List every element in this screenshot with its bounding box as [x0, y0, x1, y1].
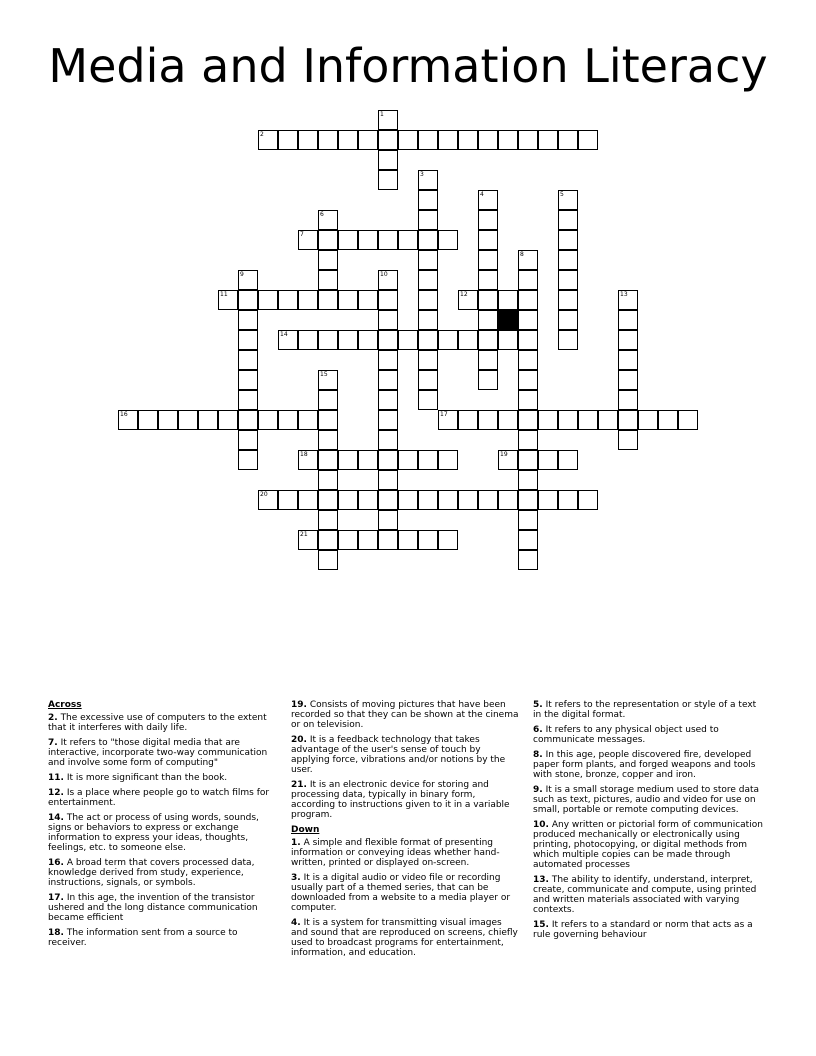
cell-number: 21 — [300, 531, 308, 538]
grid-cell[interactable] — [518, 370, 538, 390]
clue-number: 11. — [48, 773, 64, 783]
clue-number: 5. — [533, 700, 543, 710]
grid-cell[interactable] — [618, 370, 638, 390]
grid-cell[interactable] — [298, 230, 318, 250]
grid-cell[interactable] — [418, 350, 438, 370]
clue-item — [291, 873, 521, 913]
grid-cell[interactable] — [578, 490, 598, 510]
clue-column-1 — [48, 700, 278, 953]
clue-text: Consists of moving pictures that have been recorded so that they can be shown at the cinema or on television. — [291, 700, 519, 730]
grid-cell[interactable] — [358, 330, 378, 350]
grid-cell[interactable] — [438, 330, 458, 350]
grid-cell[interactable] — [358, 530, 378, 550]
grid-cell[interactable] — [338, 490, 358, 510]
grid-cell[interactable] — [558, 330, 578, 350]
grid-cell[interactable] — [258, 290, 278, 310]
grid-cell[interactable] — [658, 410, 678, 430]
grid-cell[interactable] — [218, 410, 238, 430]
grid-cell[interactable] — [518, 490, 538, 510]
grid-cell[interactable] — [458, 130, 478, 150]
clue-number: 18. — [48, 928, 64, 938]
grid-cell[interactable] — [378, 150, 398, 170]
grid-cell[interactable] — [618, 290, 638, 310]
grid-cell[interactable] — [398, 530, 418, 550]
clue-number: 8. — [533, 750, 543, 760]
cell-number: 7 — [300, 231, 304, 238]
grid-cell[interactable] — [518, 470, 538, 490]
clue-item — [533, 785, 763, 815]
clue-number: 20. — [291, 735, 307, 745]
grid-cell[interactable] — [498, 130, 518, 150]
grid-cell[interactable] — [238, 330, 258, 350]
grid-cell[interactable] — [358, 230, 378, 250]
grid-cell[interactable] — [378, 430, 398, 450]
cell-number: 20 — [260, 491, 268, 498]
clue-item — [291, 700, 521, 730]
grid-cell[interactable] — [518, 550, 538, 570]
grid-cell[interactable] — [238, 350, 258, 370]
across-heading: Across — [48, 700, 82, 710]
clue-text: It is a system for transmitting visual images and sound that are reproduced on screens, chiefly used to broadcast programs for entertainment, information, and education. — [291, 918, 518, 958]
grid-cell[interactable] — [558, 310, 578, 330]
clue-number: 13. — [533, 875, 549, 885]
clue-column-3 — [533, 700, 763, 945]
grid-cell[interactable] — [338, 230, 358, 250]
clue-number: 3. — [291, 873, 301, 883]
grid-cell[interactable] — [258, 410, 278, 430]
clue-text: In this age, people discovered fire, developed paper form plants, and forged weapons and tools with stone, bronze, copper and iron. — [533, 750, 756, 780]
grid-cell[interactable] — [618, 310, 638, 330]
grid-cell[interactable] — [378, 270, 398, 290]
grid-cell[interactable] — [318, 390, 338, 410]
cell-number: 9 — [240, 271, 244, 278]
grid-cell[interactable] — [178, 410, 198, 430]
grid-cell[interactable] — [318, 470, 338, 490]
grid-cell[interactable] — [298, 450, 318, 470]
grid-cell[interactable] — [418, 170, 438, 190]
clue-text: It is an electronic device for storing and processing data, typically in binary form, according to instructions given to it in a variable program. — [291, 780, 510, 820]
grid-cell[interactable] — [278, 290, 298, 310]
grid-cell[interactable] — [258, 490, 278, 510]
grid-cell[interactable] — [418, 270, 438, 290]
cell-number: 12 — [460, 291, 468, 298]
clue-number: 21. — [291, 780, 307, 790]
grid-cell[interactable] — [358, 450, 378, 470]
grid-cell[interactable] — [418, 450, 438, 470]
down-heading: Down — [291, 825, 320, 835]
grid-cell[interactable] — [218, 290, 238, 310]
grid-cell[interactable] — [498, 450, 518, 470]
grid-cell[interactable] — [538, 130, 558, 150]
grid-cell[interactable] — [378, 490, 398, 510]
grid-cell[interactable] — [318, 410, 338, 430]
clue-text: The information sent from a source to receiver. — [48, 928, 238, 948]
grid-cell[interactable] — [518, 430, 538, 450]
cell-number: 11 — [220, 291, 228, 298]
grid-cell[interactable] — [478, 330, 498, 350]
grid-cell[interactable] — [378, 330, 398, 350]
clue-number: 1. — [291, 838, 301, 848]
grid-cell[interactable] — [378, 170, 398, 190]
grid-cell[interactable] — [438, 450, 458, 470]
grid-cell[interactable] — [138, 410, 158, 430]
grid-cell[interactable] — [378, 290, 398, 310]
grid-cell[interactable] — [418, 130, 438, 150]
clue-text: Is a place where people go to watch films for entertainment. — [48, 788, 270, 808]
cell-number: 5 — [560, 191, 564, 198]
grid-cell[interactable] — [558, 490, 578, 510]
grid-cell[interactable] — [378, 230, 398, 250]
grid-cell[interactable] — [278, 130, 298, 150]
grid-cell[interactable] — [418, 190, 438, 210]
grid-cell[interactable] — [338, 330, 358, 350]
grid-cell[interactable] — [398, 330, 418, 350]
grid-cell[interactable] — [418, 250, 438, 270]
cell-number: 15 — [320, 371, 328, 378]
grid-cell[interactable] — [438, 410, 458, 430]
grid-cell[interactable] — [238, 290, 258, 310]
grid-cell[interactable] — [318, 510, 338, 530]
clue-item — [291, 918, 521, 958]
grid-cell[interactable] — [498, 410, 518, 430]
grid-cell[interactable] — [478, 230, 498, 250]
clue-text: The excessive use of computers to the extent that it interferes with daily life. — [48, 713, 267, 733]
grid-cell[interactable] — [558, 270, 578, 290]
grid-cell[interactable] — [518, 450, 538, 470]
clue-item — [48, 773, 278, 783]
grid-cell[interactable] — [558, 210, 578, 230]
grid-cell[interactable] — [458, 330, 478, 350]
grid-cell[interactable] — [478, 310, 498, 330]
grid-cell[interactable] — [518, 510, 538, 530]
clue-number: 19. — [291, 700, 307, 710]
grid-cell[interactable] — [238, 310, 258, 330]
grid-cell[interactable] — [558, 410, 578, 430]
grid-cell[interactable] — [618, 330, 638, 350]
grid-cell[interactable] — [518, 390, 538, 410]
clue-item — [291, 780, 521, 820]
clue-text: In this age, the invention of the transistor ushered and the long distance communication became efficient — [48, 893, 258, 923]
clue-text: It is more significant than the book. — [66, 773, 228, 783]
cell-number: 17 — [440, 411, 448, 418]
grid-cell[interactable] — [318, 550, 338, 570]
grid-cell[interactable] — [378, 470, 398, 490]
grid-cell[interactable] — [638, 410, 658, 430]
grid-cell[interactable] — [578, 410, 598, 430]
clue-text: The act or process of using words, sounds, signs or behaviors to express or exchange information to express your ideas, thoughts, feelings, etc. to someone else. — [48, 813, 259, 853]
grid-cell[interactable] — [238, 430, 258, 450]
grid-cell[interactable] — [478, 350, 498, 370]
clue-item — [48, 928, 278, 948]
grid-cell[interactable] — [418, 330, 438, 350]
grid-cell[interactable] — [238, 390, 258, 410]
grid-cell[interactable] — [398, 490, 418, 510]
grid-cell[interactable] — [378, 110, 398, 130]
grid-cell[interactable] — [518, 350, 538, 370]
grid-cell[interactable] — [418, 530, 438, 550]
clue-number: 17. — [48, 893, 64, 903]
clue-item — [48, 893, 278, 923]
grid-cell[interactable] — [518, 330, 538, 350]
grid-cell[interactable] — [298, 410, 318, 430]
clue-number: 7. — [48, 738, 58, 748]
grid-cell[interactable] — [618, 410, 638, 430]
clue-item — [533, 820, 763, 870]
grid-cell[interactable] — [318, 530, 338, 550]
clue-number: 9. — [533, 785, 543, 795]
grid-cell[interactable] — [398, 130, 418, 150]
grid-cell[interactable] — [418, 210, 438, 230]
grid-cell[interactable] — [478, 270, 498, 290]
clue-text: The ability to identify, understand, interpret, create, communicate and compute, using printed and written materials associated with varying contexts. — [533, 875, 757, 915]
grid-cell[interactable] — [358, 130, 378, 150]
cell-number: 18 — [300, 451, 308, 458]
clue-item — [291, 838, 521, 868]
cell-number: 4 — [480, 191, 484, 198]
clue-number: 10. — [533, 820, 549, 830]
clue-item — [533, 920, 763, 940]
grid-cell[interactable] — [498, 490, 518, 510]
grid-cell[interactable] — [438, 130, 458, 150]
grid-cell[interactable] — [518, 310, 538, 330]
grid-cell[interactable] — [418, 230, 438, 250]
cell-number: 16 — [120, 411, 128, 418]
clue-item — [48, 813, 278, 853]
grid-cell[interactable] — [238, 410, 258, 430]
grid-cell[interactable] — [278, 490, 298, 510]
clue-text: It refers to "those digital media that are interactive, incorporate two-way communication and involve some form of computing" — [48, 738, 268, 768]
grid-cell[interactable] — [538, 410, 558, 430]
grid-cell[interactable] — [558, 290, 578, 310]
clue-number: 16. — [48, 858, 64, 868]
clue-text: It is a digital audio or video file or recording usually part of a themed series, that can be downloaded from a website to a media player or computer. — [291, 873, 511, 913]
grid-cell[interactable] — [438, 490, 458, 510]
cell-number: 19 — [500, 451, 508, 458]
clue-item — [48, 738, 278, 768]
grid-cell[interactable] — [198, 410, 218, 430]
clue-text: A simple and flexible format of presenting information or conveying ideas whether hand-written, printed or displayed on-screen. — [291, 838, 500, 868]
grid-cell[interactable] — [378, 530, 398, 550]
grid-cell[interactable] — [478, 210, 498, 230]
cell-number: 6 — [320, 211, 324, 218]
grid-cell[interactable] — [518, 290, 538, 310]
grid-cell[interactable] — [238, 270, 258, 290]
grid-cell[interactable] — [158, 410, 178, 430]
grid-cell[interactable] — [378, 450, 398, 470]
clue-number: 12. — [48, 788, 64, 798]
grid-cell[interactable] — [538, 490, 558, 510]
clue-item — [533, 725, 763, 745]
grid-cell[interactable] — [278, 330, 298, 350]
grid-cell[interactable] — [478, 290, 498, 310]
clue-number: 4. — [291, 918, 301, 928]
clue-item — [48, 788, 278, 808]
grid-cell[interactable] — [578, 130, 598, 150]
grid-cell[interactable] — [238, 450, 258, 470]
grid-cell[interactable] — [378, 310, 398, 330]
grid-cell[interactable] — [538, 450, 558, 470]
clue-text: Any written or pictorial form of communication produced mechanically or electronically using printing, photocopying, or digital methods from which multiple copies can be made through automated processes — [533, 820, 763, 870]
grid-cell[interactable] — [558, 130, 578, 150]
grid-cell[interactable] — [498, 330, 518, 350]
clue-text: A broad term that covers processed data, knowledge derived from study, experience, instructions, signals, or symbols. — [48, 858, 255, 888]
grid-cell[interactable] — [478, 370, 498, 390]
grid-cell[interactable] — [318, 430, 338, 450]
clue-number: 14. — [48, 813, 64, 823]
grid-cell[interactable] — [478, 130, 498, 150]
grid-cell[interactable] — [378, 350, 398, 370]
clue-text: It refers to any physical object used to communicate messages. — [533, 725, 719, 745]
clue-list — [0, 700, 816, 1040]
grid-cell[interactable] — [438, 530, 458, 550]
grid-block — [498, 310, 518, 330]
grid-cell[interactable] — [338, 290, 358, 310]
grid-cell[interactable] — [298, 130, 318, 150]
grid-cell[interactable] — [458, 290, 478, 310]
grid-cell[interactable] — [318, 330, 338, 350]
cell-number: 13 — [620, 291, 628, 298]
grid-cell[interactable] — [478, 250, 498, 270]
grid-cell[interactable] — [318, 450, 338, 470]
grid-cell[interactable] — [618, 390, 638, 410]
grid-cell[interactable] — [558, 190, 578, 210]
clue-item — [48, 858, 278, 888]
cell-number: 10 — [380, 271, 388, 278]
grid-cell[interactable] — [518, 270, 538, 290]
grid-cell[interactable] — [518, 410, 538, 430]
clue-text: It is a small storage medium used to store data such as text, pictures, audio and video for use on small, portable or remote computing devices. — [533, 785, 760, 815]
cell-number: 2 — [260, 131, 264, 138]
grid-cell[interactable] — [478, 410, 498, 430]
grid-cell[interactable] — [458, 410, 478, 430]
grid-cell[interactable] — [558, 250, 578, 270]
grid-cell[interactable] — [318, 490, 338, 510]
grid-cell[interactable] — [418, 290, 438, 310]
cell-number: 3 — [420, 171, 424, 178]
clue-item — [533, 750, 763, 780]
grid-cell[interactable] — [298, 530, 318, 550]
grid-cell[interactable] — [358, 290, 378, 310]
grid-cell[interactable] — [298, 330, 318, 350]
clue-number: 2. — [48, 713, 58, 723]
clue-item — [533, 700, 763, 720]
grid-cell[interactable] — [438, 230, 458, 250]
grid-cell[interactable] — [418, 370, 438, 390]
grid-cell[interactable] — [458, 490, 478, 510]
grid-cell[interactable] — [318, 210, 338, 230]
clue-item — [48, 713, 278, 733]
grid-cell[interactable] — [418, 390, 438, 410]
clue-text: It refers to the representation or style of a text in the digital format. — [533, 700, 757, 720]
grid-cell[interactable] — [478, 190, 498, 210]
grid-cell[interactable] — [678, 410, 698, 430]
page-title: Media and Information Literacy — [48, 39, 768, 93]
grid-cell[interactable] — [378, 510, 398, 530]
grid-cell[interactable] — [318, 370, 338, 390]
grid-cell[interactable] — [418, 310, 438, 330]
grid-cell[interactable] — [258, 130, 278, 150]
grid-cell[interactable] — [518, 130, 538, 150]
grid-cell[interactable] — [598, 410, 618, 430]
grid-cell[interactable] — [238, 370, 258, 390]
cell-number: 14 — [280, 331, 288, 338]
cell-number: 1 — [380, 111, 384, 118]
clue-number: 6. — [533, 725, 543, 735]
grid-cell[interactable] — [558, 230, 578, 250]
grid-cell[interactable] — [298, 490, 318, 510]
grid-cell[interactable] — [338, 450, 358, 470]
grid-cell[interactable] — [378, 130, 398, 150]
grid-cell[interactable] — [478, 490, 498, 510]
grid-cell[interactable] — [318, 290, 338, 310]
grid-cell[interactable] — [618, 350, 638, 370]
grid-cell[interactable] — [398, 230, 418, 250]
grid-cell[interactable] — [318, 250, 338, 270]
grid-cell[interactable] — [558, 450, 578, 470]
clue-text: It is a feedback technology that takes advantage of the user's sense of touch by applying force, vibrations and/or notions by the user. — [291, 735, 506, 775]
grid-cell[interactable] — [338, 130, 358, 150]
cell-number: 8 — [520, 251, 524, 258]
grid-cell[interactable] — [498, 290, 518, 310]
grid-cell[interactable] — [358, 490, 378, 510]
grid-cell[interactable] — [398, 450, 418, 470]
grid-cell[interactable] — [418, 490, 438, 510]
grid-cell[interactable] — [618, 430, 638, 450]
grid-cell[interactable] — [318, 130, 338, 150]
grid-cell[interactable] — [518, 250, 538, 270]
grid-cell[interactable] — [298, 290, 318, 310]
grid-cell[interactable] — [278, 410, 298, 430]
grid-cell[interactable] — [318, 230, 338, 250]
grid-cell[interactable] — [378, 390, 398, 410]
grid-cell[interactable] — [518, 530, 538, 550]
grid-cell[interactable] — [318, 270, 338, 290]
clue-number: 15. — [533, 920, 549, 930]
grid-cell[interactable] — [118, 410, 138, 430]
clue-text: It refers to a standard or norm that acts as a rule governing behaviour — [533, 920, 753, 940]
clue-column-2 — [291, 700, 521, 963]
clue-item — [533, 875, 763, 915]
clue-item — [291, 735, 521, 775]
grid-cell[interactable] — [378, 410, 398, 430]
grid-cell[interactable] — [378, 370, 398, 390]
grid-cell[interactable] — [338, 530, 358, 550]
